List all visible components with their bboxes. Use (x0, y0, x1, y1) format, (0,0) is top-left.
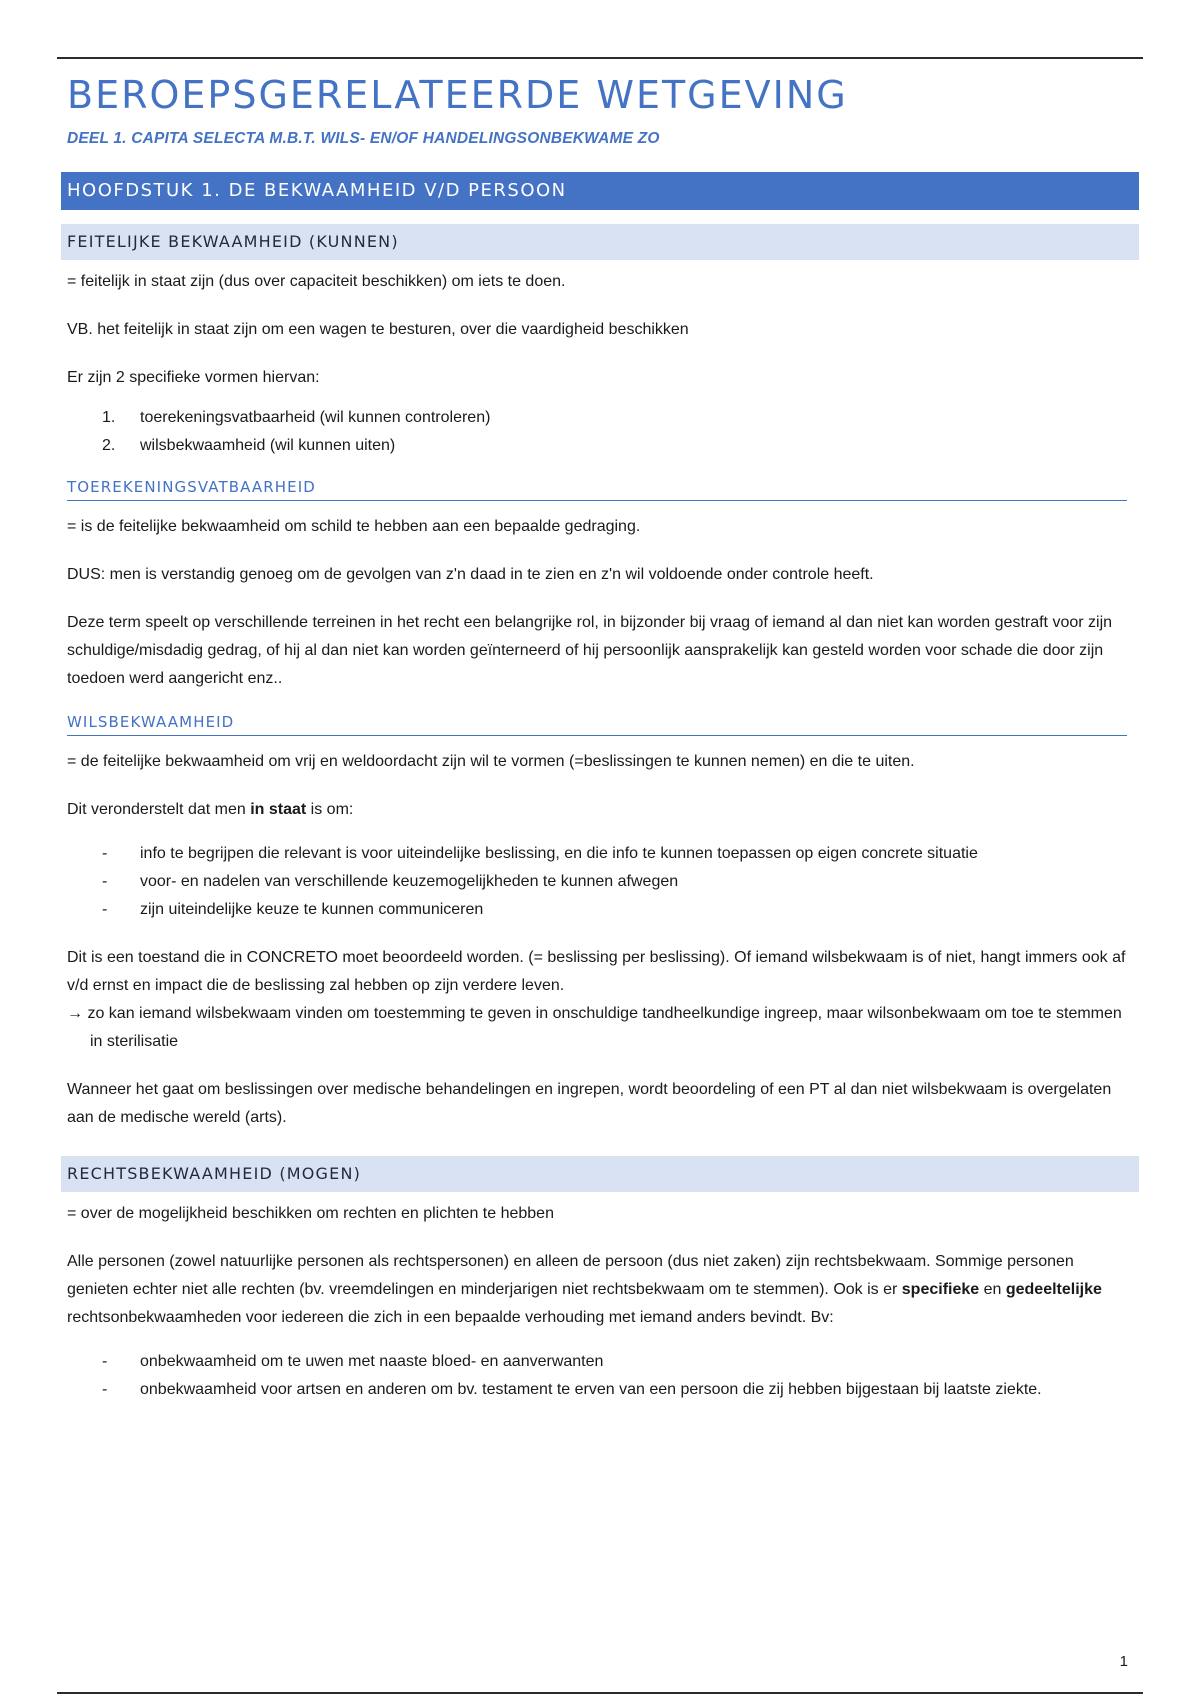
page-number: 1 (1119, 1653, 1128, 1670)
list-item: - onbekwaamheid voor artsen en anderen om bv. testament te erven van een persoon die zij hebben bijgestaan bij laatste ziekte. (102, 1381, 1042, 1398)
list-item: - onbekwaamheid om te uwen met naaste bloed- en aanverwanten (102, 1353, 604, 1370)
paragraph: Dit is een toestand die in CONCRETO moet beoordeeld worden. (= beslissing per beslissing). Of iemand wilsbekwaam is of niet, hangt immers ook af v/d ernst en impact die de beslissing zal hebben op zijn verdere leven. (67, 949, 1126, 994)
document-title: BEROEPSGERELATEERDE WETGEVING (67, 73, 848, 117)
paragraph: Deze term speelt op verschillende terreinen in het recht een belangrijke rol, in bijzonder bij vraag of iemand al dan niet kan worden gestraft voor zijn schuldige/misdadig gedrag, of hij al dan niet kan worden geïnterneerd of hij persoonlijk aansprakelijk kan gesteld worden voor schade die door zijn toedoen werd aangericht enz.. (67, 614, 1113, 687)
list-item: - info te begrijpen die relevant is voor uiteindelijke beslissing, en die info te kunnen toepassen op eigen concrete situatie (102, 845, 978, 862)
bullet-list (67, 840, 1133, 924)
numbered-list (67, 404, 1133, 460)
section-heading-rechtsbekwaamheid: RECHTSBEKWAAMHEID (MOGEN) (61, 1156, 1139, 1192)
subheading-wilsbekwaamheid: WILSBEKWAAMHEID (67, 713, 1127, 736)
document-page (67, 70, 1133, 1424)
document-subtitle: DEEL 1. CAPITA SELECTA M.B.T. WILS- EN/OF HANDELINGSONBEKWAME ZO (67, 130, 660, 147)
paragraph: VB. het feitelijk in staat zijn om een wagen te besturen, over die vaardigheid beschikken (67, 321, 689, 338)
paragraph: = over de mogelijkheid beschikken om rechten en plichten te hebben (67, 1205, 554, 1222)
list-item: - voor- en nadelen van verschillende keuzemogelijkheden te kunnen afwegen (102, 873, 679, 890)
top-rule (57, 57, 1143, 59)
paragraph: = de feitelijke bekwaamheid om vrij en weldoordacht zijn wil te vormen (=beslissingen te kunnen nemen) en die te uiten. (67, 753, 915, 770)
section-heading-feitelijke: FEITELIJKE BEKWAAMHEID (KUNNEN) (61, 224, 1139, 260)
list-item: 1. toerekeningsvatbaarheid (wil kunnen controleren) (102, 409, 491, 426)
list-item: 2. wilsbekwaamheid (wil kunnen uiten) (102, 437, 396, 454)
paragraph: Er zijn 2 specifieke vormen hiervan: (67, 369, 320, 386)
chapter-heading: HOOFDSTUK 1. DE BEKWAAMHEID V/D PERSOON (61, 172, 1139, 210)
paragraph: Dit veronderstelt dat men in staat is om: (67, 801, 354, 818)
paragraph: DUS: men is verstandig genoeg om de gevolgen van z'n daad in te zien en z'n wil voldoende onder controle heeft. (67, 566, 874, 583)
paragraph: Alle personen (zowel natuurlijke personen als rechtspersonen) en alleen de persoon (dus niet zaken) zijn rechtsbekwaam. Sommige personen genieten echter niet alle rechten (bv. vreemdelingen en minderjarigen niet rechtsbekwaam om te stemmen). Ook is er specifieke en gedeeltelijke rechtsonbekwaamheden voor iedereen die zich in een bepaalde verhouding met iemand anders bevindt. Bv: (67, 1253, 1102, 1326)
arrow-paragraph: → zo kan iemand wilsbekwaam vinden om toestemming te geven in onschuldige tandheelkundige ingreep, maar wilsonbekwaam om toe te stemmen in sterilisatie (67, 1005, 1122, 1050)
paragraph: = feitelijk in staat zijn (dus over capaciteit beschikken) om iets te doen. (67, 273, 566, 290)
bullet-list (67, 1348, 1133, 1404)
bottom-rule (57, 1692, 1143, 1694)
arrow-icon: → (67, 1005, 83, 1022)
paragraph: = is de feitelijke bekwaamheid om schild te hebben aan een bepaalde gedraging. (67, 518, 641, 535)
subheading-toerekeningsvatbaarheid: TOEREKENINGSVATBAARHEID (67, 478, 1127, 501)
paragraph: Wanneer het gaat om beslissingen over medische behandelingen en ingrepen, wordt beoordeling of een PT al dan niet wilsbekwaam is overgelaten aan de medische wereld (arts). (67, 1081, 1112, 1126)
list-item: - zijn uiteindelijke keuze te kunnen communiceren (102, 901, 484, 918)
